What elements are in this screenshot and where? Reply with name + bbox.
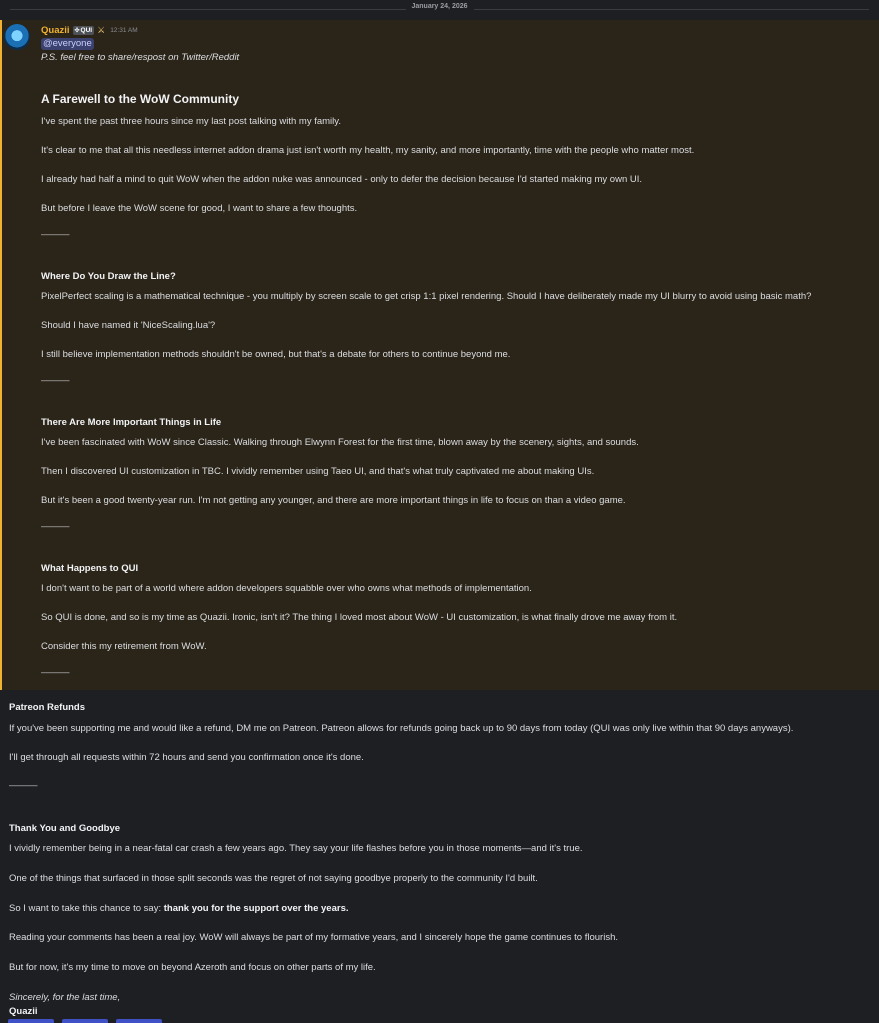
- avatar[interactable]: [4, 24, 30, 50]
- section5-line-3-bold: thank you for the support over the years.: [163, 903, 349, 914]
- section4-line-2: I'll get through all requests within 72 hours and send you confirmation once it's done.: [9, 752, 364, 763]
- section-heading-refunds: Patreon Refunds: [9, 702, 86, 713]
- section5-line-5: But for now, it's my time to move on beyond Azeroth and focus on other parts of my life.: [9, 962, 376, 973]
- signoff: Sincerely, for the last time,: [9, 992, 121, 1003]
- separator: ———: [41, 229, 70, 240]
- post-title: A Farewell to the WoW Community: [41, 92, 240, 106]
- separator: ———: [41, 375, 70, 386]
- section3-line-3: Consider this my retirement from WoW.: [41, 641, 207, 652]
- username[interactable]: Quazii: [41, 24, 70, 36]
- section5-line-2: One of the things that surfaced in those split seconds was the regret of not saying goodbye properly to the community I'd built.: [9, 873, 538, 884]
- section5-line-4: Reading your comments has been a real joy. WoW will always be part of my formative years, and I sincerely hope the game continues to flourish.: [9, 932, 618, 943]
- section5-line-3-prefix: So I want to take this chance to say:: [9, 903, 164, 914]
- intro-line-1: I've spent the past three hours since my last post talking with my family.: [41, 116, 341, 127]
- date-label: January 24, 2026: [405, 3, 473, 10]
- reaction-button[interactable]: [62, 1019, 108, 1023]
- intro-line-2: It's clear to me that all this needless internet addon drama just isn't worth my health, my sanity, and more importantly, time with the people who matter most.: [41, 145, 695, 156]
- separator: ———: [9, 780, 38, 791]
- intro-line-4: But before I leave the WoW scene for good, I want to share a few thoughts.: [41, 203, 358, 214]
- section-heading-qui: What Happens to QUI: [41, 563, 139, 574]
- message-header: [41, 24, 138, 36]
- section1-line-3: I still believe implementation methods shouldn't be owned, but that's a debate for others to continue beyond me.: [41, 349, 511, 360]
- sword-role-icon[interactable]: ⚔: [97, 24, 106, 35]
- section-heading-line: Where Do You Draw the Line?: [41, 271, 176, 282]
- server-tag[interactable]: [73, 26, 95, 35]
- section5-line-1: I vividly remember being in a near-fatal car crash a few years ago. They say your life flashes before you in those moments—and it's true.: [9, 843, 583, 854]
- section2-line-2: Then I discovered UI customization in TBC. I vividly remember using Taeo UI, and that's what truly captivated me about making UIs.: [41, 466, 595, 477]
- section3-line-2: So QUI is done, and so is my time as Quazii. Ironic, isn't it? The thing I loved most about WoW - UI customization, is what finally drove me away from it.: [41, 612, 678, 623]
- reaction-button[interactable]: [8, 1019, 54, 1023]
- section-heading-goodbye: Thank You and Goodbye: [9, 823, 121, 834]
- section1-line-1: PixelPerfect scaling is a mathematical technique - you multiply by screen scale to get crisp 1:1 pixel rendering. Should I have deliberately made my UI blurry to avoid using basic math?: [41, 291, 812, 302]
- date-divider: [0, 0, 879, 20]
- intro-line-3: I already had half a mind to quit WoW when the addon nuke was announced - only to defer the decision because I'd started making my own UI.: [41, 174, 643, 185]
- section3-line-1: I don't want to be part of a world where addon developers squabble over who owns what methods of implementation.: [41, 583, 532, 594]
- section5-line-3: [9, 903, 349, 915]
- separator: ———: [41, 667, 70, 678]
- signature: Quazii: [9, 1006, 38, 1017]
- server-tag-icon: ✣: [74, 27, 80, 34]
- everyone-mention[interactable]: @everyone: [43, 38, 92, 49]
- ps-note: P.S. feel free to share/respost on Twitter/Reddit: [41, 52, 240, 63]
- section2-line-1: I've been fascinated with WoW since Classic. Walking through Elwynn Forest for the first time, blown away by the scenery, sights, and sounds.: [41, 437, 639, 448]
- section2-line-3: But it's been a good twenty-year run. I'm not getting any younger, and there are more important things in life to focus on than a video game.: [41, 495, 626, 506]
- separator: ———: [41, 521, 70, 532]
- section-heading-life: There Are More Important Things in Life: [41, 417, 222, 428]
- server-tag-label: QUI: [80, 26, 93, 34]
- section1-line-2: Should I have named it 'NiceScaling.lua'?: [41, 320, 216, 331]
- timestamp[interactable]: 12:31 AM: [110, 26, 138, 34]
- reaction-button[interactable]: [116, 1019, 162, 1023]
- section4-line-1: If you've been supporting me and would like a refund, DM me on Patreon. Patreon allows for refunds going back up to 90 days from today (QUI was only live within that 90 days anyways).: [9, 723, 794, 734]
- reaction-bar: [8, 1019, 162, 1023]
